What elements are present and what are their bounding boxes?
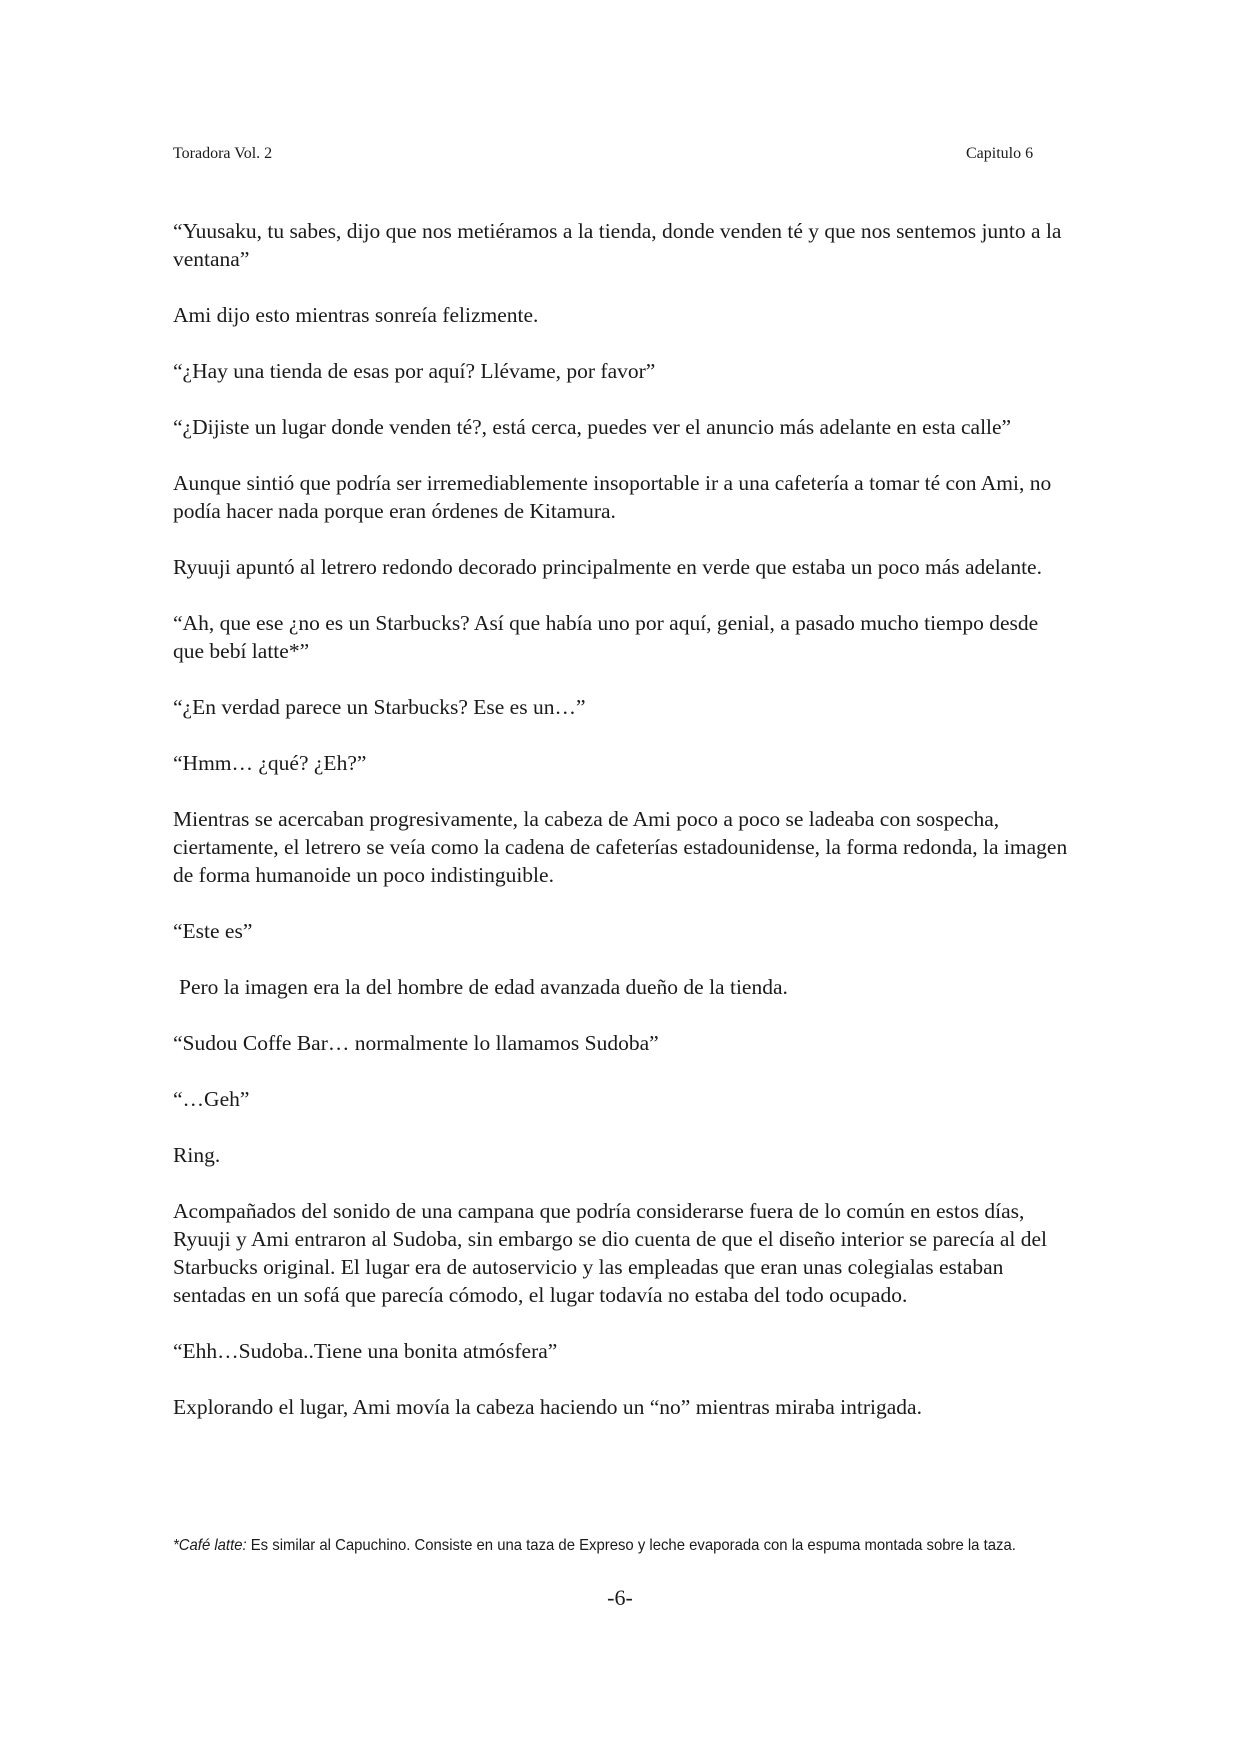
paragraph: “¿En verdad parece un Starbucks? Ese es un…” — [173, 695, 586, 719]
paragraph: “¿Hay una tienda de esas por aquí? Llévame, por favor” — [173, 359, 656, 383]
body-text — [173, 217, 1069, 1449]
footnote-term: *Café latte: — [173, 1537, 247, 1554]
paragraph: Explorando el lugar, Ami movía la cabeza haciendo un “no” mientras miraba intrigada. — [173, 1395, 922, 1419]
paragraph: “Yuusaku, tu sabes, dijo que nos metiéramos a la tienda, donde venden té y que nos sentemos junto a la ventana” — [173, 219, 1062, 271]
paragraph: Ami dijo esto mientras sonreía felizmente. — [173, 303, 539, 327]
footnote — [173, 1535, 1069, 1557]
page-number: -6- — [607, 1585, 633, 1610]
paragraph: Ryuuji apuntó al letrero redondo decorado principalmente en verde que estaba un poco más adelante. — [173, 555, 1042, 579]
running-header-title: Toradora Vol. 2 — [173, 145, 273, 162]
paragraph: “…Geh” — [173, 1087, 250, 1111]
running-header-chapter: Capitulo 6 — [966, 145, 1034, 162]
paragraph: “¿Dijiste un lugar donde venden té?, está cerca, puedes ver el anuncio más adelante en esta calle” — [173, 415, 1012, 439]
paragraph: Pero la imagen era la del hombre de edad avanzada dueño de la tienda. — [179, 975, 788, 999]
paragraph: Ring. — [173, 1143, 221, 1167]
paragraph: Aunque sintió que podría ser irremediablemente insoportable ir a una cafetería a tomar té con Ami, no podía hacer nada porque eran órdenes de Kitamura. — [173, 471, 1052, 523]
paragraph: Mientras se acercaban progresivamente, la cabeza de Ami poco a poco se ladeaba con sospecha, ciertamente, el letrero se veía como la cadena de cafeterías estadounidense, la forma redonda, la imagen de forma humanoide un poco indistinguible. — [173, 807, 1068, 887]
paragraph: “Este es” — [173, 919, 253, 943]
paragraph: “Hmm… ¿qué? ¿Eh?” — [173, 751, 367, 775]
paragraph: “Ah, que ese ¿no es un Starbucks? Así que había uno por aquí, genial, a pasado mucho tiempo desde que bebí latte*” — [173, 611, 1039, 663]
paragraph: “Sudou Coffe Bar… normalmente lo llamamos Sudoba” — [173, 1031, 659, 1055]
footnote-text: Es similar al Capuchino. Consiste en una taza de Expreso y leche evaporada con la espuma montada sobre la taza. — [246, 1537, 1016, 1554]
paragraph: Acompañados del sonido de una campana que podría considerarse fuera de lo común en estos días, Ryuuji y Ami entraron al Sudoba, sin embargo se dio cuenta de que el diseño interior se parecía al del Starbucks original. El lugar era de autoservicio y las empleadas que eran unas colegialas estaban sentadas en un sofá que parecía cómodo, el lugar todavía no estaba del todo ocupado. — [173, 1199, 1048, 1307]
paragraph: “Ehh…Sudoba..Tiene una bonita atmósfera” — [173, 1339, 558, 1363]
